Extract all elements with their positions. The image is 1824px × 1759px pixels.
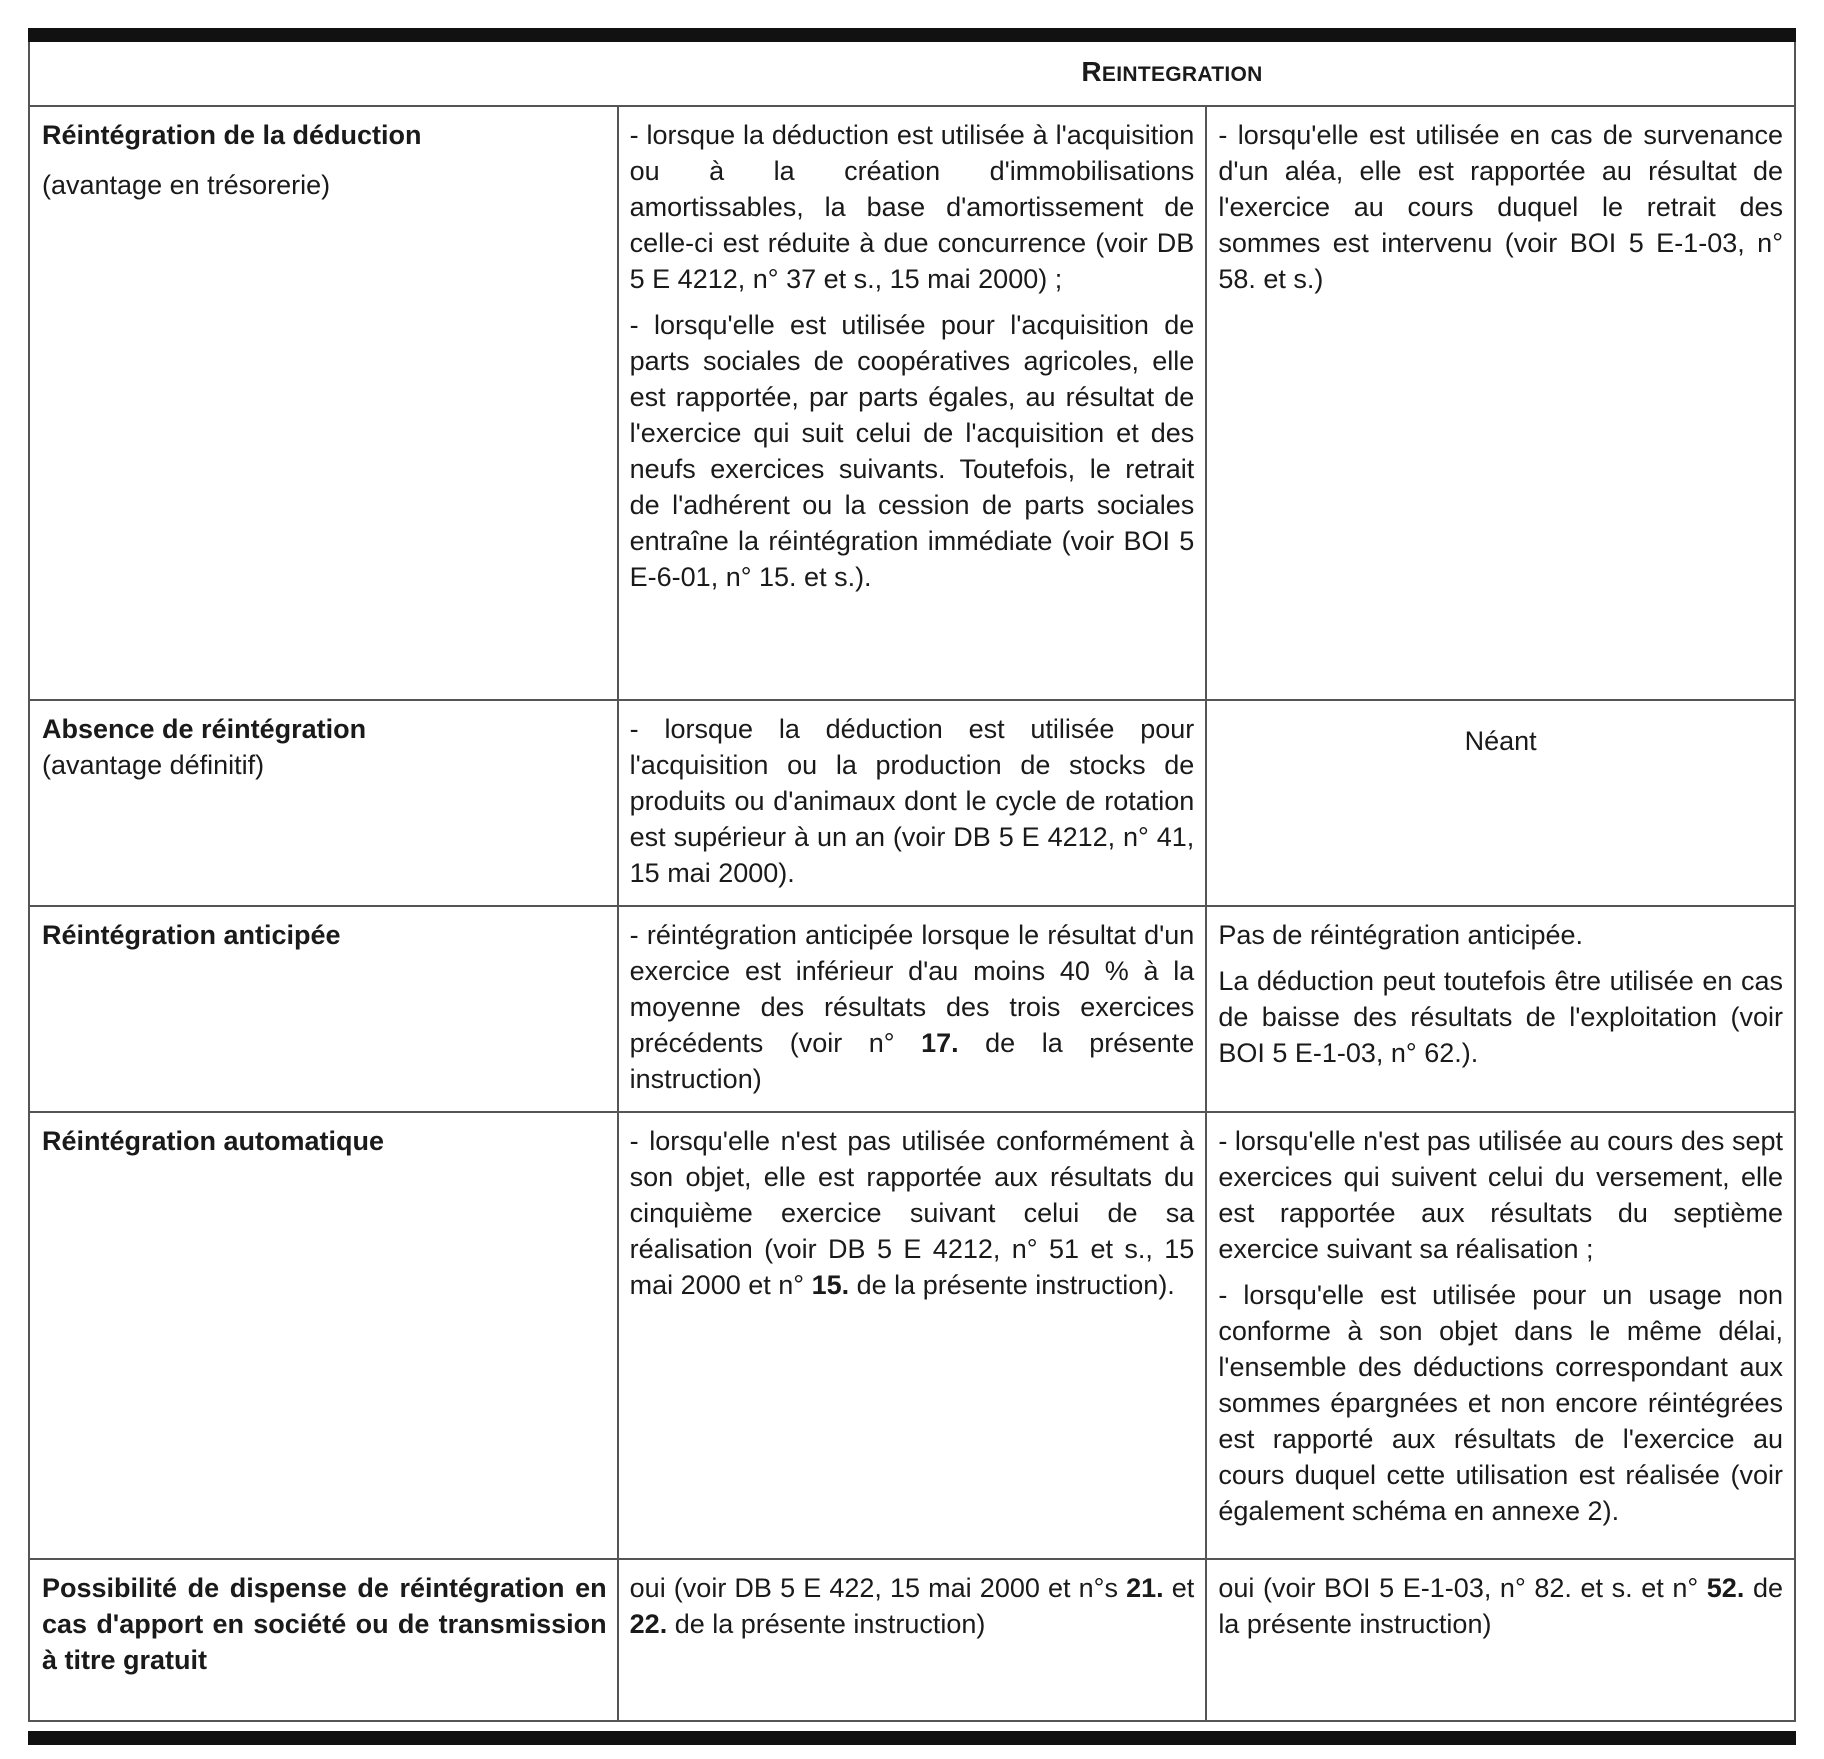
col2-paragraph: - lorsque la déduction est utilisée à l'acquisition ou à la création d'immobilisations amortissables, la base d'amortissement de celle-ci est réduite à due concurrence (voir DB 5 E 4212, n° 37 et s., 15 mai 2000) ;: [629, 120, 1195, 294]
reintegration-table: [28, 42, 1796, 1722]
table-title: REINTEGRATION: [1081, 56, 1263, 87]
col3-cell: [1206, 700, 1795, 906]
col2-cell: [618, 906, 1207, 1112]
row-label-cell: [29, 700, 618, 906]
row-label-bold: Réintégration anticipée: [42, 920, 341, 950]
col2-paragraph: - lorsque la déduction est utilisée pour l'acquisition ou la production de stocks de produits ou d'animaux dont le cycle de rotation est supérieur à un an (voir DB 5 E 4212, n° 41, 15 mai 2000).: [629, 714, 1195, 888]
col2-cell: [618, 1112, 1207, 1559]
row-label-bold: Réintégration automatique: [42, 1126, 385, 1156]
header-cell: [29, 42, 1795, 106]
row-label-cell: [29, 1112, 618, 1559]
bottom-border-bar: [28, 1731, 1796, 1745]
row-label-bold: Réintégration de la déduction: [42, 120, 422, 150]
col2-cell: [618, 106, 1207, 700]
row-label-normal: (avantage en trésorerie): [42, 170, 331, 200]
col3-paragraph: - lorsqu'elle n'est pas utilisée au cours des sept exercices qui suivent celui du versement, elle est rapportée aux résultats du septième exercice suivant sa réalisation ;: [1218, 1126, 1783, 1264]
col2-cell: [618, 700, 1207, 906]
row-label-bold: Absence de réintégration: [42, 714, 367, 744]
col3-paragraph: - lorsqu'elle est utilisée en cas de survenance d'un aléa, elle est rapportée au résultat de l'exercice au cours duquel le retrait des sommes est intervenu (voir BOI 5 E-1-03, n° 58. et s.): [1218, 120, 1783, 294]
col3-paragraph: Pas de réintégration anticipée.: [1218, 920, 1584, 950]
col3-neant: Néant: [1464, 726, 1537, 756]
top-border-bar: [28, 28, 1796, 42]
table-row: [29, 700, 1795, 906]
header-row: [29, 42, 1795, 106]
col2-paragraph: oui (voir DB 5 E 422, 15 mai 2000 et n°s 21. et 22. de la présente instruction): [629, 1573, 1195, 1639]
col3-paragraph: oui (voir BOI 5 E-1-03, n° 82. et s. et n° 52. de la présente instruction): [1218, 1573, 1783, 1639]
row-label-cell: [29, 906, 618, 1112]
row-label-cell: [29, 1559, 618, 1721]
col3-cell: [1206, 1559, 1795, 1721]
col3-cell: [1206, 1112, 1795, 1559]
table-row: [29, 106, 1795, 700]
row-label-normal: (avantage définitif): [42, 750, 265, 780]
table-row: [29, 1112, 1795, 1559]
table-row: [29, 1559, 1795, 1721]
col2-paragraph: - réintégration anticipée lorsque le résultat d'un exercice est inférieur d'au moins 40 % à la moyenne des résultats des trois exercices précédents (voir n° 17. de la présente instruction): [629, 920, 1195, 1094]
col2-paragraph: - lorsqu'elle n'est pas utilisée conformément à son objet, elle est rapportée aux résultats du cinquième exercice suivant celui de sa réalisation (voir DB 5 E 4212, n° 51 et s., 15 mai 2000 et n° 15. de la présente instruction).: [629, 1126, 1195, 1300]
col3-cell: [1206, 106, 1795, 700]
document-table-frame: [28, 28, 1796, 1726]
col3-cell: [1206, 906, 1795, 1112]
table-row: [29, 906, 1795, 1112]
col3-paragraph: La déduction peut toutefois être utilisée en cas de baisse des résultats de l'exploitation (voir BOI 5 E-1-03, n° 62.).: [1218, 966, 1783, 1068]
col3-paragraph: - lorsqu'elle est utilisée pour un usage non conforme à son objet dans le même délai, l'ensemble des déductions correspondant aux sommes épargnées et non encore réintégrées est rapporté aux résultats de l'exercice au cours duquel cette utilisation est réalisée (voir également schéma en annexe 2).: [1218, 1280, 1783, 1526]
row-label-cell: [29, 106, 618, 700]
col2-cell: [618, 1559, 1207, 1721]
col2-paragraph: - lorsqu'elle est utilisée pour l'acquisition de parts sociales de coopératives agricoles, elle est rapportée, par parts égales, au résultat de l'exercice qui suit celui de l'acquisition et des neufs exercices suivants. Toutefois, le retrait de l'adhérent ou la cession de parts sociales entraîne la réintégration immédiate (voir BOI 5 E-6-01, n° 15. et s.).: [629, 310, 1195, 592]
row-label-bold: Possibilité de dispense de réintégration en cas d'apport en société ou de transmission à titre gratuit: [42, 1573, 607, 1675]
